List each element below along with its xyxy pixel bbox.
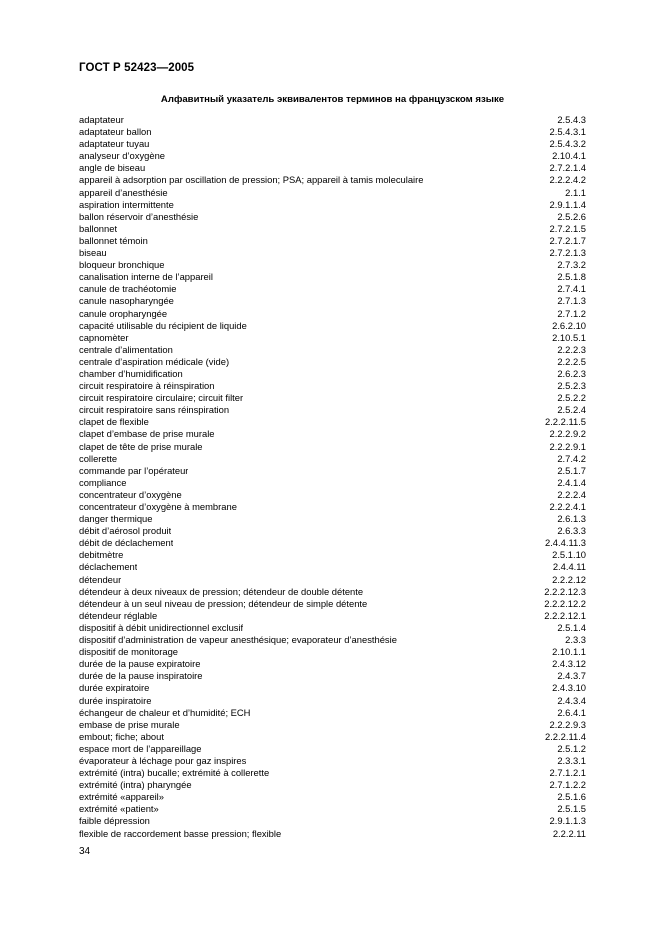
- index-entry: [79, 271, 586, 283]
- entry-term: extrémité (intra) pharyngée: [79, 779, 192, 791]
- entry-term: débit de déclachement: [79, 537, 174, 549]
- entry-term: capnomèter: [79, 331, 129, 343]
- entry-term: extrémité (intra) bucalle; extrémité à collerette: [79, 767, 270, 779]
- entry-number: 2.10.1.1: [552, 646, 586, 658]
- index-entry: [79, 670, 586, 682]
- entry-number: 2.5.1.6: [557, 791, 586, 803]
- entry-term: canule nasopharyngée: [79, 295, 174, 307]
- entry-term: collerette: [79, 452, 118, 464]
- index-entry: [79, 138, 586, 150]
- entry-term: canalisation interne de l’appareil: [79, 271, 213, 283]
- entry-number: 2.2.2.9.2: [549, 428, 586, 440]
- index-entry: [79, 779, 586, 791]
- entry-term: échangeur de chaleur et d’humidité; ECH: [79, 706, 251, 718]
- entry-number: 2.7.4.2: [557, 452, 586, 464]
- entry-number: 2.4.4.11: [552, 561, 586, 573]
- index-entry: [79, 598, 586, 610]
- entry-number: 2.7.1.3: [557, 295, 586, 307]
- entry-term: adaptateur tuyau: [79, 138, 150, 150]
- entry-term: déclachement: [79, 561, 138, 573]
- entry-number: 2.2.2.4: [557, 488, 586, 500]
- index-title: Алфавитный указатель эквивалентов терминов на французском языке: [160, 94, 505, 105]
- entry-term: circuit respiratoire circulaire; circuit filter: [79, 392, 244, 404]
- index-entry: [79, 646, 586, 658]
- index-entry: [79, 803, 586, 815]
- entry-term: chamber d’humidification: [79, 367, 183, 379]
- entry-number: 2.5.4.3.1: [549, 126, 586, 138]
- index-entry: [79, 513, 586, 525]
- index-entry: [79, 441, 586, 453]
- index-entry: [79, 477, 586, 489]
- entry-term: durée de la pause inspiratoire: [79, 670, 203, 682]
- entry-term: dispositif de monitorage: [79, 646, 179, 658]
- entry-number: 2.10.4.1: [552, 150, 586, 162]
- entry-number: 2.2.2.3: [557, 343, 586, 355]
- index-entry: [79, 695, 586, 707]
- entry-term: commande par l’opérateur: [79, 464, 189, 476]
- entry-term: clapet de flexible: [79, 416, 149, 428]
- entry-term: embout; fiche; about: [79, 730, 164, 742]
- index-entry: [79, 247, 586, 259]
- entry-term: faible dépression: [79, 815, 150, 827]
- index-entry: [79, 416, 586, 428]
- entry-term: durée de la pause expiratoire: [79, 658, 201, 670]
- entry-term: embase de prise murale: [79, 718, 180, 730]
- entry-number: 2.2.2.12: [552, 573, 586, 585]
- entry-number: 2.7.1.2: [557, 307, 586, 319]
- index-entry: [79, 707, 586, 719]
- index-entry: [79, 622, 586, 634]
- entry-term: analyseur d’oxygène: [79, 150, 165, 162]
- entry-term: biseau: [79, 247, 107, 259]
- index-entry: [79, 320, 586, 332]
- index-entry: [79, 187, 586, 199]
- entry-number: 2.9.1.1.3: [549, 815, 586, 827]
- entry-term: capacité utilisable du récipient de liquide: [79, 319, 247, 331]
- entry-term: adaptateur: [79, 114, 124, 125]
- entry-number: 2.2.2.9.3: [549, 718, 586, 730]
- index-entry: [79, 404, 586, 416]
- index-entry: [79, 525, 586, 537]
- entry-term: évaporateur à léchage pour gaz inspires: [79, 754, 247, 766]
- entry-term: extrémité «patient»: [79, 803, 159, 815]
- entry-number: 2.5.1.10: [552, 549, 586, 561]
- index-entry: [79, 356, 586, 368]
- entry-term: ballon réservoir d’anesthésie: [79, 210, 199, 222]
- entry-term: concentrateur d’oxygène: [79, 488, 182, 500]
- entry-number: 2.7.4.1: [557, 283, 586, 295]
- entry-term: appareil d’anesthésie: [79, 186, 168, 198]
- entry-term: espace mort de l’appareillage: [79, 742, 202, 754]
- index-entry: [79, 465, 586, 477]
- index-entry: [79, 549, 586, 561]
- index-entry: [79, 162, 586, 174]
- index-entry: [79, 743, 586, 755]
- index-entry: [79, 199, 586, 211]
- entry-number: 2.4.1.4: [557, 476, 586, 488]
- entry-number: 2.4.3.12: [552, 658, 586, 670]
- entry-number: 2.6.2.3: [557, 367, 586, 379]
- entry-number: 2.7.2.1.3: [549, 247, 586, 259]
- entry-term: dispositif à débit unidirectionnel exclusif: [79, 621, 244, 633]
- entry-number: 2.7.2.1.7: [549, 234, 586, 246]
- entry-number: 2.2.2.11: [552, 827, 586, 839]
- entry-term: canule de trachéotomie: [79, 283, 177, 295]
- index-entry: [79, 332, 586, 344]
- entry-term: circuit respiratoire à réinspiration: [79, 380, 215, 392]
- index-entry: [79, 126, 586, 138]
- entry-term: durée inspiratoire: [79, 694, 152, 706]
- entry-term: durée expiratoire: [79, 682, 150, 694]
- entry-term: détendeur réglable: [79, 609, 158, 621]
- index-entry: [79, 610, 586, 622]
- index-entry: [79, 114, 586, 126]
- index-entry: [79, 344, 586, 356]
- index-entry: [79, 815, 586, 827]
- entry-number: 2.9.1.1.4: [549, 198, 586, 210]
- index-entry: [79, 634, 586, 646]
- entry-number: 2.2.2.12.3: [544, 585, 586, 597]
- entry-term: détendeur à un seul niveau de pression; détendeur de simple détente: [79, 597, 368, 609]
- index-entry: [79, 259, 586, 271]
- entry-number: 2.2.2.11.4: [544, 730, 586, 742]
- index-entry: [79, 791, 586, 803]
- index-entry: [79, 368, 586, 380]
- entry-term: appareil à adsorption par oscillation de pression; PSA; appareil à tamis moleculaire: [79, 174, 424, 186]
- index-entry: [79, 501, 586, 513]
- index-entry: [79, 150, 586, 162]
- index-entry: [79, 574, 586, 586]
- entry-term: centrale d’aspiration médicale (vide): [79, 355, 230, 367]
- index-entry: [79, 755, 586, 767]
- document-code: ГОСТ Р 52423—2005: [79, 62, 195, 74]
- entry-number: 2.5.4.3.2: [549, 138, 586, 150]
- entry-term: bloqueur bronchique: [79, 259, 165, 271]
- entry-number: 2.5.1.8: [557, 271, 586, 283]
- entry-number: 2.5.2.3: [557, 380, 586, 392]
- entry-number: 2.5.2.2: [557, 392, 586, 404]
- entry-term: debitmètre: [79, 549, 124, 561]
- entry-number: 2.5.1.7: [557, 464, 586, 476]
- page-number: 34: [79, 846, 91, 857]
- entry-number: 2.6.3.3: [557, 525, 586, 537]
- entry-number: 2.2.2.5: [557, 355, 586, 367]
- entry-term: ballonnet: [79, 222, 118, 234]
- index-entry: [79, 174, 586, 186]
- entry-number: 2.5.4.3: [557, 114, 586, 125]
- entry-number: 2.7.2.1.4: [549, 162, 586, 174]
- entry-term: concentrateur d’oxygène à membrane: [79, 501, 237, 512]
- entry-number: 2.6.4.1: [557, 706, 586, 718]
- entry-number: 2.4.4.11.3: [544, 537, 586, 549]
- index-entry: [79, 392, 586, 404]
- entry-number: 2.3.3.1: [557, 754, 586, 766]
- entry-term: ballonnet témoin: [79, 234, 148, 246]
- index-entry: [79, 731, 586, 743]
- index-entry: [79, 828, 586, 840]
- entry-number: 2.2.2.9.1: [549, 440, 586, 452]
- entry-number: 2.7.2.1.5: [549, 222, 586, 234]
- entry-term: dispositif d’administration de vapeur anesthésique; evaporateur d’anesthésie: [79, 634, 397, 646]
- entry-term: aspiration intermittente: [79, 198, 174, 210]
- entry-number: 2.2.2.11.5: [544, 416, 586, 428]
- entry-term: clapet d’embase de prise murale: [79, 428, 215, 440]
- entry-term: détendeur à deux niveaux de pression; détendeur de double détente: [79, 585, 364, 597]
- entry-term: centrale d’alimentation: [79, 343, 173, 355]
- entry-term: clapet de tête de prise murale: [79, 440, 203, 452]
- entry-number: 2.4.3.7: [557, 670, 586, 682]
- index-entry: [79, 295, 586, 307]
- index-entry: [79, 586, 586, 598]
- index-entry: [79, 380, 586, 392]
- entry-number: 2.4.3.4: [557, 694, 586, 706]
- entry-number: 2.7.1.2.2: [549, 779, 586, 791]
- entry-term: débit d’aérosol produit: [79, 525, 172, 537]
- entry-term: canule oropharyngée: [79, 307, 168, 319]
- entry-term: compliance: [79, 476, 127, 488]
- entry-number: 2.2.2.12.2: [544, 597, 586, 609]
- entry-number: 2.1.1: [565, 186, 586, 198]
- term-index-list: [79, 114, 586, 840]
- index-entry: [79, 453, 586, 465]
- entry-number: 2.10.5.1: [552, 331, 586, 343]
- index-entry: [79, 561, 586, 573]
- entry-number: 2.5.1.5: [557, 803, 586, 815]
- entry-number: 2.4.3.10: [552, 682, 586, 694]
- entry-term: angle de biseau: [79, 162, 146, 174]
- entry-number: 2.2.2.4.1: [549, 501, 586, 512]
- entry-term: flexible de raccordement basse pression; flexible: [79, 827, 282, 839]
- entry-number: 2.5.1.2: [557, 742, 586, 754]
- entry-number: 2.5.2.6: [557, 210, 586, 222]
- index-entry: [79, 658, 586, 670]
- entry-number: 2.2.2.12.1: [544, 609, 586, 621]
- entry-number: 2.7.1.2.1: [549, 767, 586, 779]
- index-entry: [79, 428, 586, 440]
- entry-number: 2.6.2.10: [552, 319, 586, 331]
- index-entry: [79, 223, 586, 235]
- entry-term: circuit respiratoire sans réinspiration: [79, 404, 230, 416]
- entry-number: 2.7.3.2: [557, 259, 586, 271]
- entry-term: danger thermique: [79, 513, 153, 525]
- entry-term: détendeur: [79, 573, 122, 585]
- entry-number: 2.5.2.4: [557, 404, 586, 416]
- entry-number: 2.3.3: [565, 634, 586, 646]
- entry-number: 2.6.1.3: [557, 513, 586, 525]
- entry-term: extrémité «appareil»: [79, 791, 164, 803]
- index-entry: [79, 537, 586, 549]
- entry-term: adaptateur ballon: [79, 126, 152, 138]
- entry-number: 2.5.1.4: [557, 621, 586, 633]
- index-entry: [79, 211, 586, 223]
- index-entry: [79, 682, 586, 694]
- index-entry: [79, 719, 586, 731]
- index-entry: [79, 767, 586, 779]
- entry-number: 2.2.2.4.2: [549, 174, 586, 186]
- index-entry: [79, 308, 586, 320]
- index-entry: [79, 489, 586, 501]
- index-entry: [79, 235, 586, 247]
- index-entry: [79, 283, 586, 295]
